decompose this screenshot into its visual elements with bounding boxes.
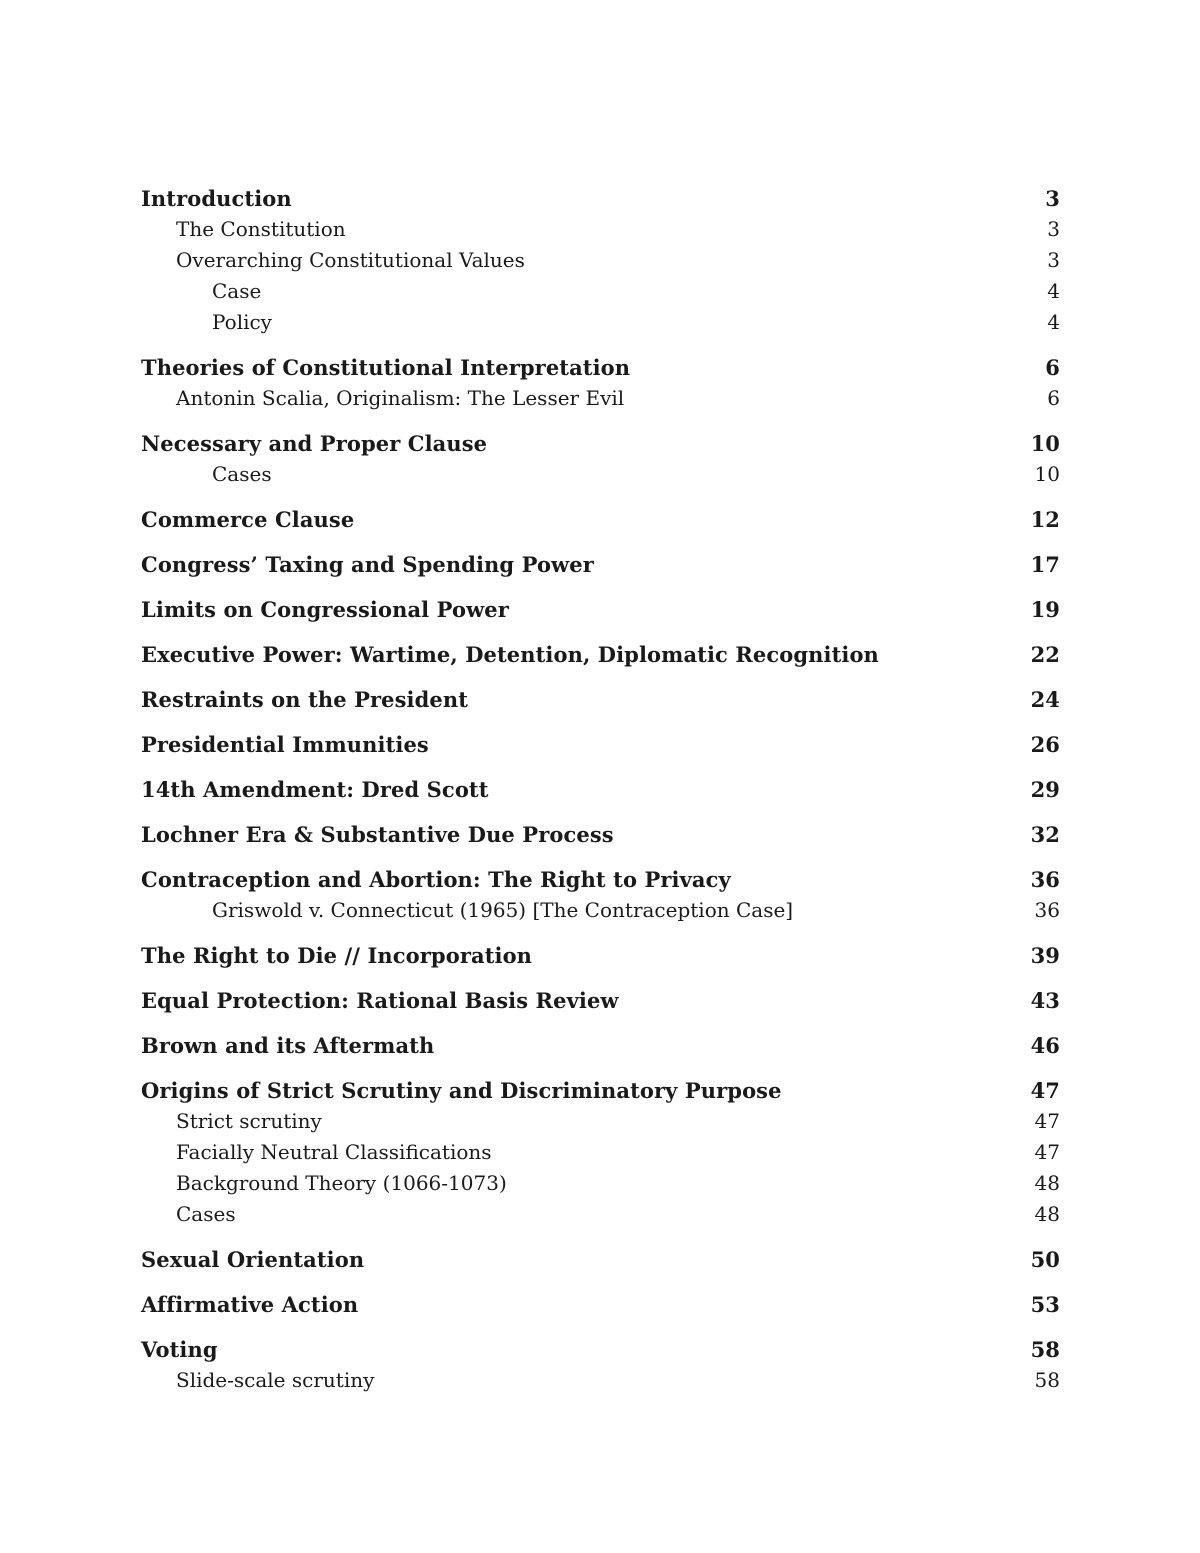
toc-entry [141, 245, 1060, 276]
toc-entry-title: 14th Amendment: Dred Scott [141, 777, 489, 802]
toc-entry-title: Presidential Immunities [141, 732, 429, 757]
toc-entry-page-number: 6 [1045, 355, 1060, 380]
toc-entry [141, 985, 1060, 1016]
toc-entry-title: The Constitution [176, 217, 346, 241]
toc-entry-page-number: 4 [1047, 279, 1060, 303]
toc-entry-title: Sexual Orientation [141, 1247, 365, 1272]
toc-entry [141, 729, 1060, 760]
toc-entry-page-number: 26 [1030, 732, 1060, 757]
toc-entry-page-number: 32 [1030, 822, 1060, 847]
toc-entry [141, 549, 1060, 580]
toc-entry-page-number: 10 [1030, 431, 1060, 456]
toc-entry [141, 183, 1060, 214]
toc-entry [141, 428, 1060, 459]
toc-entry [141, 940, 1060, 971]
table-of-contents [141, 183, 1060, 1396]
toc-entry-title: Facially Neutral Classifications [176, 1140, 492, 1164]
toc-entry [141, 1334, 1060, 1365]
toc-entry-title: Congress’ Taxing and Spending Power [141, 552, 594, 577]
toc-entry-page-number: 47 [1034, 1109, 1060, 1133]
toc-entry-title: Griswold v. Connecticut (1965) [The Contraception Case] [212, 898, 794, 922]
toc-entry-page-number: 50 [1030, 1247, 1060, 1272]
toc-entry [141, 1030, 1060, 1061]
toc-entry-title: Background Theory (1066-1073) [176, 1171, 507, 1195]
toc-entry [141, 1289, 1060, 1320]
toc-entry-page-number: 48 [1034, 1171, 1060, 1195]
toc-entry-page-number: 36 [1030, 867, 1060, 892]
toc-entry-page-number: 53 [1030, 1292, 1060, 1317]
toc-entry-page-number: 43 [1030, 988, 1060, 1013]
toc-entry [141, 1075, 1060, 1106]
toc-entry [141, 1168, 1060, 1199]
toc-entry [141, 459, 1060, 490]
toc-entry-title: Cases [176, 1202, 236, 1226]
toc-entry-page-number: 48 [1034, 1202, 1060, 1226]
toc-entry-title: Theories of Constitutional Interpretation [141, 355, 631, 380]
toc-entry-title: Equal Protection: Rational Basis Review [141, 988, 619, 1013]
toc-entry-title: Origins of Strict Scrutiny and Discriminatory Purpose [141, 1078, 782, 1103]
toc-entry-title: Necessary and Proper Clause [141, 431, 488, 456]
toc-entry [141, 352, 1060, 383]
toc-entry-title: Restraints on the President [141, 687, 469, 712]
toc-entry-page-number: 3 [1047, 248, 1060, 272]
toc-entry-title: Commerce Clause [141, 507, 355, 532]
toc-entry-page-number: 24 [1030, 687, 1060, 712]
toc-entry [141, 504, 1060, 535]
toc-entry-title: Overarching Constitutional Values [176, 248, 525, 272]
toc-entry-title: Limits on Congressional Power [141, 597, 509, 622]
toc-entry-page-number: 36 [1034, 898, 1060, 922]
toc-entry [141, 639, 1060, 670]
toc-entry-page-number: 19 [1030, 597, 1060, 622]
toc-entry-page-number: 10 [1034, 462, 1060, 486]
toc-entry-page-number: 47 [1030, 1078, 1060, 1103]
toc-entry-title: Affirmative Action [141, 1292, 359, 1317]
toc-entry-page-number: 3 [1045, 186, 1060, 211]
toc-entry-title: Policy [212, 310, 272, 334]
toc-entry-page-number: 47 [1034, 1140, 1060, 1164]
toc-entry-title: Lochner Era & Substantive Due Process [141, 822, 614, 847]
toc-entry-page-number: 4 [1047, 310, 1060, 334]
toc-entry [141, 307, 1060, 338]
toc-entry-title: Executive Power: Wartime, Detention, Diplomatic Recognition [141, 642, 879, 667]
toc-entry [141, 864, 1060, 895]
toc-entry [141, 819, 1060, 850]
toc-entry-title: The Right to Die // Incorporation [141, 943, 533, 968]
toc-entry-page-number: 29 [1030, 777, 1060, 802]
toc-entry-title: Strict scrutiny [176, 1109, 322, 1133]
toc-entry-title: Antonin Scalia, Originalism: The Lesser Evil [176, 386, 625, 410]
toc-entry [141, 684, 1060, 715]
toc-entry [141, 383, 1060, 414]
toc-entry-page-number: 3 [1047, 217, 1060, 241]
toc-entry-page-number: 17 [1030, 552, 1060, 577]
toc-entry-page-number: 12 [1030, 507, 1060, 532]
toc-entry [141, 1365, 1060, 1396]
toc-entry-title: Slide-scale scrutiny [176, 1368, 375, 1392]
toc-entry-page-number: 39 [1030, 943, 1060, 968]
toc-entry [141, 1137, 1060, 1168]
toc-entry-title: Cases [212, 462, 272, 486]
toc-entry-title: Voting [141, 1337, 218, 1362]
toc-entry [141, 1199, 1060, 1230]
toc-entry [141, 1106, 1060, 1137]
toc-entry-title: Contraception and Abortion: The Right to Privacy [141, 867, 731, 892]
toc-entry-page-number: 58 [1034, 1368, 1060, 1392]
toc-entry-page-number: 58 [1030, 1337, 1060, 1362]
toc-entry [141, 895, 1060, 926]
toc-entry-page-number: 46 [1030, 1033, 1060, 1058]
toc-entry [141, 214, 1060, 245]
toc-entry [141, 594, 1060, 625]
toc-entry-page-number: 22 [1030, 642, 1060, 667]
toc-entry [141, 276, 1060, 307]
toc-entry-title: Brown and its Aftermath [141, 1033, 435, 1058]
toc-entry-title: Case [212, 279, 262, 303]
toc-entry-page-number: 6 [1047, 386, 1060, 410]
toc-entry [141, 774, 1060, 805]
toc-entry-title: Introduction [141, 186, 292, 211]
toc-entry [141, 1244, 1060, 1275]
